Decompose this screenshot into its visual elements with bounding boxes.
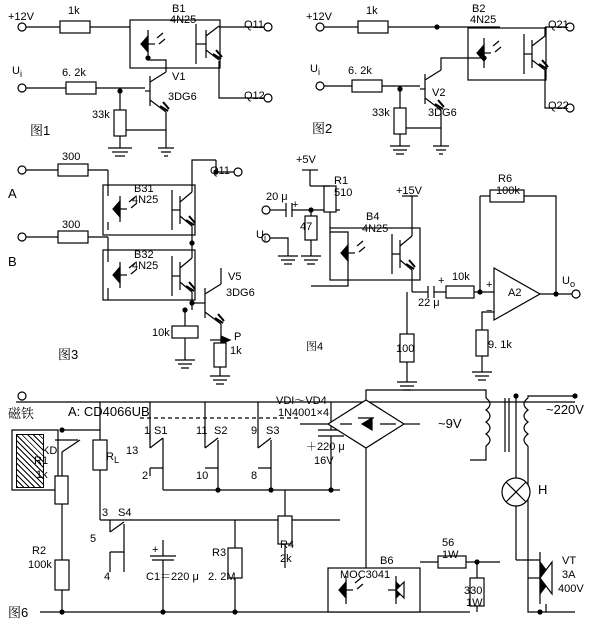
label-fig6-ac220: ~220V bbox=[546, 402, 584, 417]
label-fig3-p: P bbox=[234, 331, 242, 343]
label-fig4-cap20-plus: + bbox=[292, 199, 299, 211]
label-fig4-plus-input: + bbox=[486, 279, 493, 291]
label-fig6-pin5: 5 bbox=[90, 533, 97, 545]
label-fig6-s2: S2 bbox=[214, 425, 228, 437]
label-fig6-pin13: 13 bbox=[126, 445, 139, 457]
label-fig4-100k: 100k bbox=[496, 185, 520, 197]
label-fig6-330: 330 bbox=[464, 585, 483, 597]
label-fig6-c1-plus: + bbox=[152, 544, 159, 556]
label-fig6-pin8: 8 bbox=[251, 470, 258, 482]
label-fig3-opto2-type: 4N25 bbox=[132, 260, 159, 272]
label-fig6-r1: R1 bbox=[34, 455, 49, 467]
label-fig3-10k: 10k bbox=[152, 327, 170, 339]
label-fig6-vt: VT bbox=[562, 555, 577, 567]
label-fig2-b2: B2 bbox=[472, 3, 486, 15]
label-fig4-output-u: U bbox=[562, 275, 570, 287]
label-fig1-r1: 1k bbox=[68, 5, 80, 17]
label-fig3-input-a: A bbox=[8, 186, 17, 201]
label-fig6-rl-sub: L bbox=[113, 455, 120, 466]
label-fig6-magnet: 磁铁 bbox=[8, 406, 35, 421]
label-fig2-input bbox=[310, 64, 320, 78]
caption-fig2: 图2 bbox=[312, 121, 333, 136]
label-fig6-pin9: 9 bbox=[251, 425, 258, 437]
label-fig6-vt-voltage: 400V bbox=[558, 583, 584, 595]
label-fig6-1k: 1k bbox=[36, 469, 48, 481]
label-fig1-input bbox=[12, 66, 22, 80]
label-fig4-91k: 9. 1k bbox=[488, 339, 512, 351]
label-fig4-v5: +5V bbox=[296, 154, 316, 166]
label-fig6-lamp: H bbox=[538, 482, 548, 497]
label-fig6-s3: S3 bbox=[266, 425, 280, 437]
label-fig2-62k: 6. 2k bbox=[348, 65, 372, 77]
caption-fig4: 图4 bbox=[306, 341, 324, 353]
label-fig3-1k: 1k bbox=[230, 345, 242, 357]
label-fig6-ac9: ~9V bbox=[438, 416, 462, 431]
label-fig6-pin3: 3 bbox=[102, 507, 109, 519]
label-fig4-opto-type: 4N25 bbox=[362, 223, 389, 235]
label-fig2-input-sub: i bbox=[317, 67, 320, 78]
label-fig4-b4: B4 bbox=[366, 211, 380, 223]
label-fig2-r1: 1k bbox=[366, 5, 378, 17]
label-fig6-chip: A: CD4066UB bbox=[68, 404, 150, 419]
label-fig1-input-u: U bbox=[12, 65, 20, 77]
label-fig4-47: 47 bbox=[300, 221, 313, 233]
label-fig1-input-sub: i bbox=[19, 69, 22, 80]
label-fig2-q21: Q21 bbox=[548, 19, 569, 31]
label-fig1-q11: Q11 bbox=[244, 19, 264, 31]
label-fig6-s4: S4 bbox=[118, 507, 132, 519]
caption-fig1: 图1 bbox=[30, 123, 51, 138]
label-fig1-v1: V1 bbox=[172, 71, 186, 83]
label-fig4-cap-plus: + bbox=[438, 275, 445, 287]
label-fig2-input-u: U bbox=[310, 63, 318, 75]
label-fig3-input-b: B bbox=[8, 254, 17, 269]
label-fig4-510: 510 bbox=[334, 187, 353, 199]
label-fig3-v5-type: 3DG6 bbox=[226, 287, 255, 299]
label-fig6-r3-val: 2. 2M bbox=[208, 571, 236, 583]
label-fig6-pin4: 4 bbox=[104, 571, 111, 583]
label-fig3-300a: 300 bbox=[62, 151, 81, 163]
label-fig6-cap220: ＋220 μ bbox=[306, 441, 345, 453]
caption-fig3: 图3 bbox=[58, 347, 79, 362]
label-fig6-100k: 100k bbox=[28, 559, 52, 571]
label-fig2-q22: Q22 bbox=[548, 100, 569, 112]
label-fig6-s1: S1 bbox=[154, 425, 168, 437]
label-fig6-rl-r: R bbox=[106, 451, 114, 463]
label-fig3-b31: B31 bbox=[134, 183, 154, 195]
label-fig6-pin1: 1 bbox=[144, 425, 151, 437]
label-fig3-300b: 300 bbox=[62, 219, 81, 231]
label-fig6-cap-16v: 16V bbox=[314, 455, 334, 467]
label-fig4-input-u: U bbox=[256, 229, 264, 241]
label-fig6-diode-type: 1N4001×4 bbox=[278, 407, 330, 419]
label-fig4-r1: R1 bbox=[334, 175, 349, 187]
label-fig4-input-sub: i bbox=[263, 233, 266, 244]
label-fig3-v5: V5 bbox=[228, 271, 242, 283]
label-fig6-56: 56 bbox=[442, 537, 455, 549]
label-fig1-q12: Q12 bbox=[244, 90, 265, 102]
label-fig2-v2: V2 bbox=[432, 87, 446, 99]
label-fig2-opto-type: 4N25 bbox=[470, 14, 497, 26]
label-fig6-330-1w: 1W bbox=[466, 597, 483, 609]
label-fig1-33k: 33k bbox=[92, 109, 110, 121]
label-fig6-pin11: 11 bbox=[196, 425, 208, 437]
caption-fig6: 图6 bbox=[8, 605, 29, 620]
label-fig6-b6: B6 bbox=[380, 555, 394, 567]
label-fig3-b32: B32 bbox=[134, 249, 154, 261]
label-fig4-20u: 20 μ bbox=[266, 191, 288, 203]
label-fig6-c1: C1＝220 μ bbox=[146, 571, 199, 583]
label-fig6-vt-current: 3A bbox=[562, 569, 576, 581]
label-fig6-r2: R2 bbox=[32, 545, 47, 557]
label-fig1-b1: B1 bbox=[172, 3, 186, 15]
label-fig6-vdi: VDI～VD4 bbox=[276, 395, 327, 407]
label-fig4-output bbox=[562, 276, 575, 290]
label-fig2-33k: 33k bbox=[372, 107, 390, 119]
label-fig4-10k: 10k bbox=[452, 271, 470, 283]
label-fig6-56-1w: 1W bbox=[442, 549, 459, 561]
label-fig4-input bbox=[256, 230, 266, 244]
label-fig6-r3: R3 bbox=[212, 547, 227, 559]
label-fig2-supply: +12V bbox=[306, 11, 332, 23]
label-fig1-62k: 6. 2k bbox=[62, 67, 86, 79]
label-fig3-opto1-type: 4N25 bbox=[132, 194, 159, 206]
label-fig6-rl bbox=[106, 452, 119, 466]
label-fig6-pin2: 2 bbox=[142, 470, 149, 482]
label-fig6-r4: R4 bbox=[280, 539, 295, 551]
label-fig4-minus-input: − bbox=[486, 305, 493, 317]
label-fig4-22u: 22 μ bbox=[418, 297, 440, 309]
label-fig6-moc: MOC3041 bbox=[340, 569, 391, 581]
label-fig4-output-sub: o bbox=[569, 279, 576, 290]
label-fig2-v2-type: 3DG6 bbox=[428, 107, 457, 119]
label-fig1-supply: +12V bbox=[8, 11, 34, 23]
label-fig1-v1-type: 3DG6 bbox=[168, 91, 197, 103]
label-fig6-pin10: 10 bbox=[196, 470, 209, 482]
label-fig1-opto-type: 4N25 bbox=[170, 14, 197, 26]
label-fig4-a2: A2 bbox=[508, 287, 522, 299]
label-fig3-q11: Q11 bbox=[210, 165, 230, 177]
label-fig4-v15: +15V bbox=[396, 185, 422, 197]
label-fig6-kd: KD bbox=[42, 445, 58, 457]
label-fig4-r6: R6 bbox=[498, 173, 513, 185]
label-fig4-100: 100 bbox=[396, 343, 415, 355]
label-fig6-r4-val: 2k bbox=[280, 553, 292, 565]
